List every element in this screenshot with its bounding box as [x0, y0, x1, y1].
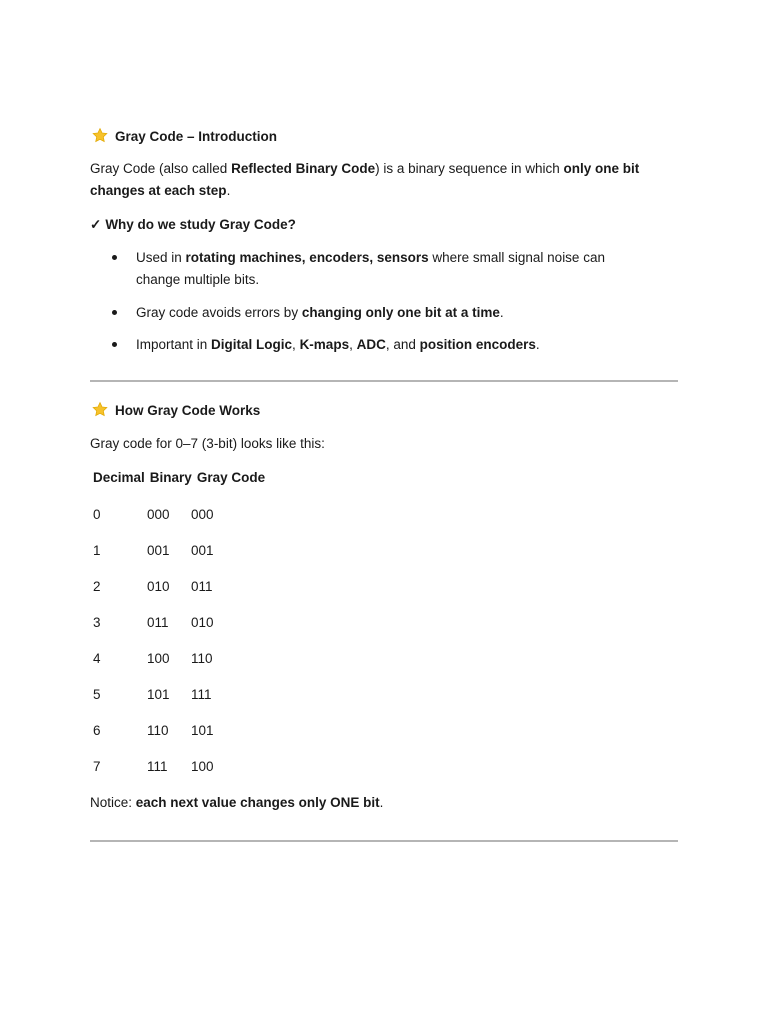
bullet-bold: Digital Logic: [211, 337, 293, 352]
notice-text: Notice:: [90, 795, 136, 810]
list-item: [112, 334, 652, 356]
bullet-bold: changing only one bit at a time: [301, 305, 500, 320]
cell-gray-code: 000: [191, 507, 214, 522]
bullet-bold: K-maps: [299, 337, 350, 352]
horizontal-divider: [90, 380, 678, 382]
bullet-text: .: [499, 305, 504, 320]
checkmark-icon: ✓: [90, 217, 102, 232]
section-heading-text: Gray Code – Introduction: [115, 129, 278, 144]
bullet-dot: [112, 342, 117, 347]
bullet-dot: [112, 310, 117, 315]
list-item: [112, 247, 652, 291]
list-item: [112, 302, 652, 324]
cell-gray-code: 011: [191, 579, 213, 594]
intro-bold-phrase: only one bit changes at each step: [90, 161, 640, 198]
cell-gray-code: 001: [191, 543, 214, 558]
notice-paragraph: [90, 792, 650, 814]
cell-decimal: 2: [93, 579, 101, 594]
bullet-text: Gray code avoids errors by: [136, 305, 302, 320]
bullet-bold: position encoders: [419, 337, 536, 352]
star-icon: [91, 127, 109, 144]
intro-text: Gray Code (also called: [90, 161, 232, 176]
intro-paragraph: [90, 158, 650, 202]
table-intro: Gray code for 0–7 (3-bit) looks like this:: [90, 436, 325, 451]
column-header-binary: Binary: [149, 470, 192, 485]
cell-gray-code: 010: [191, 615, 214, 630]
notice-text: .: [379, 795, 384, 810]
bullet-text: , and: [385, 337, 420, 352]
intro-bold-term: Reflected Binary Code: [231, 161, 376, 176]
bullet-text: ,: [349, 337, 357, 352]
cell-binary: 001: [147, 543, 170, 558]
bullet-text: .: [535, 337, 540, 352]
cell-gray-code: 110: [191, 651, 213, 666]
cell-decimal: 5: [93, 687, 101, 702]
cell-decimal: 3: [93, 615, 101, 630]
intro-text: .: [226, 183, 231, 198]
cell-gray-code: 111: [191, 687, 212, 702]
cell-binary: 101: [147, 687, 170, 702]
column-header-gray-code: Gray Code: [196, 470, 266, 485]
cell-gray-code: 100: [191, 759, 214, 774]
cell-binary: 100: [147, 651, 170, 666]
star-icon: [91, 401, 109, 418]
horizontal-divider: [90, 840, 678, 842]
bullet-text: Important in: [136, 337, 212, 352]
cell-binary: 010: [147, 579, 170, 594]
bullet-bold: rotating machines, encoders, sensors: [185, 250, 429, 265]
bullet-text: where small signal noise can change multiple bits.: [136, 250, 605, 287]
column-header-decimal: Decimal: [93, 470, 145, 485]
section-heading-how-it-works: [91, 401, 260, 418]
cell-binary: 011: [147, 615, 169, 630]
cell-binary: 111: [147, 759, 168, 774]
why-subheading-text: Why do we study Gray Code?: [105, 217, 296, 232]
table-header: [93, 470, 270, 485]
cell-decimal: 7: [93, 759, 101, 774]
notice-bold: each next value changes only ONE bit: [135, 795, 380, 810]
intro-text: ) is a binary sequence in which: [375, 161, 564, 176]
cell-decimal: 1: [93, 543, 101, 558]
cell-decimal: 6: [93, 723, 101, 738]
bullet-text: ,: [292, 337, 300, 352]
cell-gray-code: 101: [191, 723, 214, 738]
cell-binary: 110: [147, 723, 169, 738]
bullet-text: Used in: [136, 250, 186, 265]
cell-binary: 000: [147, 507, 170, 522]
bullet-dot: [112, 255, 117, 260]
bullet-bold: ADC: [356, 337, 386, 352]
section-heading-text: How Gray Code Works: [115, 403, 261, 418]
cell-decimal: 4: [93, 651, 101, 666]
cell-decimal: 0: [93, 507, 101, 522]
section-heading-introduction: [91, 127, 277, 144]
why-subheading: [90, 217, 296, 233]
